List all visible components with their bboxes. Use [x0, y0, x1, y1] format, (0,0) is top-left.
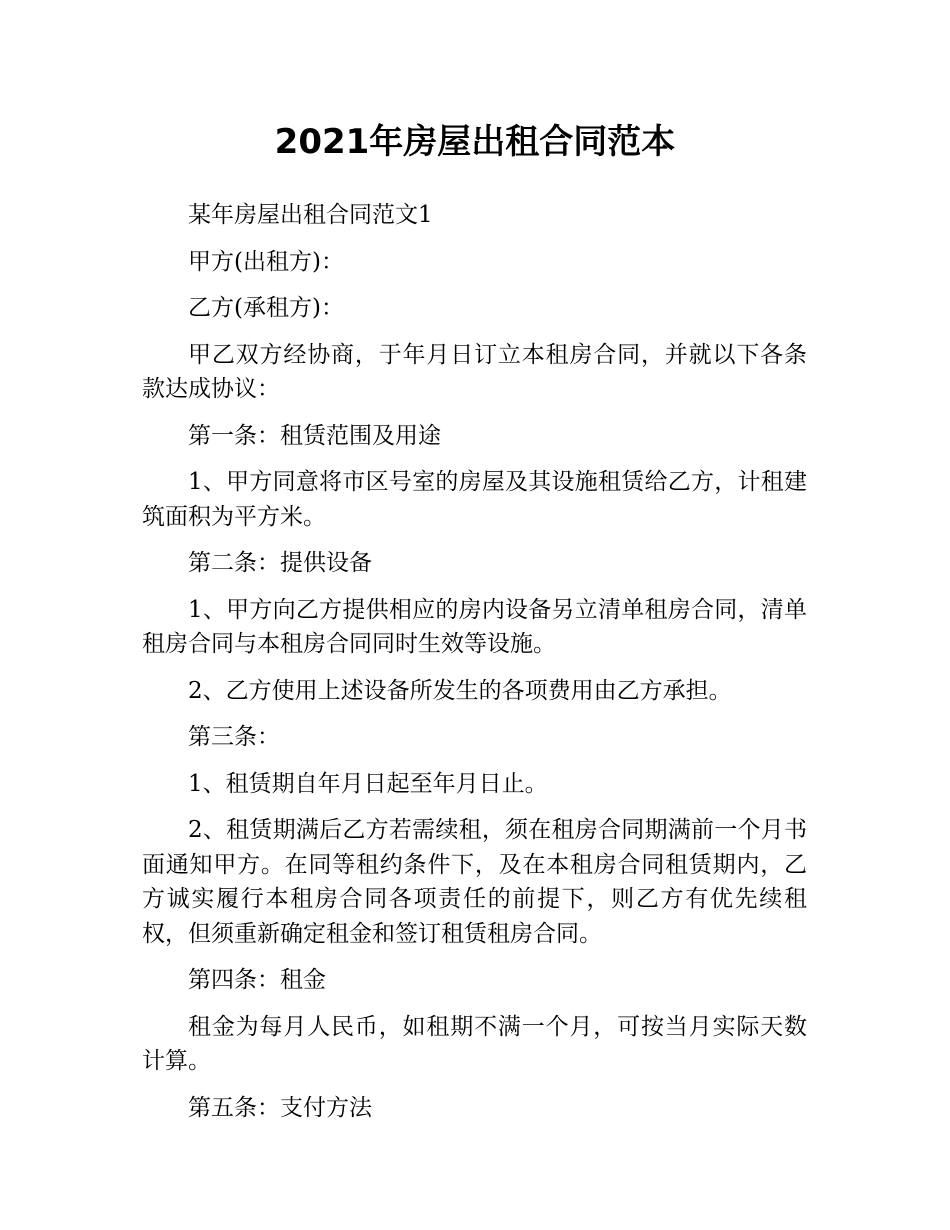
article-5-heading: 第五条：支付方法 [188, 1094, 372, 1121]
paragraph-contract-heading: 某年房屋出租合同范文1 [188, 202, 433, 228]
paragraph-agreement-intro: 甲乙双方经协商，于年月日订立本租房合同，并就以下各条款达成协议： [142, 341, 807, 402]
article-2-clause-2: 2、乙方使用上述设备所发生的各项费用由乙方承担。 [188, 677, 732, 704]
article-2-heading: 第二条：提供设备 [188, 550, 372, 576]
article-3-heading: 第三条： [188, 724, 280, 750]
article-4-heading: 第四条：租金 [188, 967, 326, 993]
article-4-text: 租金为每月人民币，如租期不满一个月，可按当月实际天数计算。 [142, 1013, 807, 1074]
article-2-clause-1: 1、甲方向乙方提供相应的房内设备另立清单租房合同，清单租房合同与本租房合同同时生效等设施。 [142, 596, 807, 657]
document-body [142, 198, 807, 1137]
paragraph-party-b: 乙方(承租方)： [188, 295, 344, 321]
document-title: 2021年房屋出租合同范本 [274, 122, 676, 162]
article-1-clause-1: 1、甲方同意将市区号室的房屋及其设施租赁给乙方，计租建筑面积为平方米。 [142, 469, 807, 530]
article-3-clause-1: 1、租赁期自年月日起至年月日止。 [188, 770, 548, 797]
article-1-heading: 第一条：租赁范围及用途 [188, 422, 441, 449]
article-3-clause-2: 2、租赁期满后乙方若需续租，须在租房合同期满前一个月书面通知甲方。在同等租约条件下，及在本租房合同租赁期内，乙方诚实履行本租房合同各项责任的前提下，则乙方有优先续租权，但须重新确定租金和签订租赁租房合同。 [142, 817, 807, 947]
paragraph-party-a: 甲方(出租方)： [188, 248, 344, 275]
